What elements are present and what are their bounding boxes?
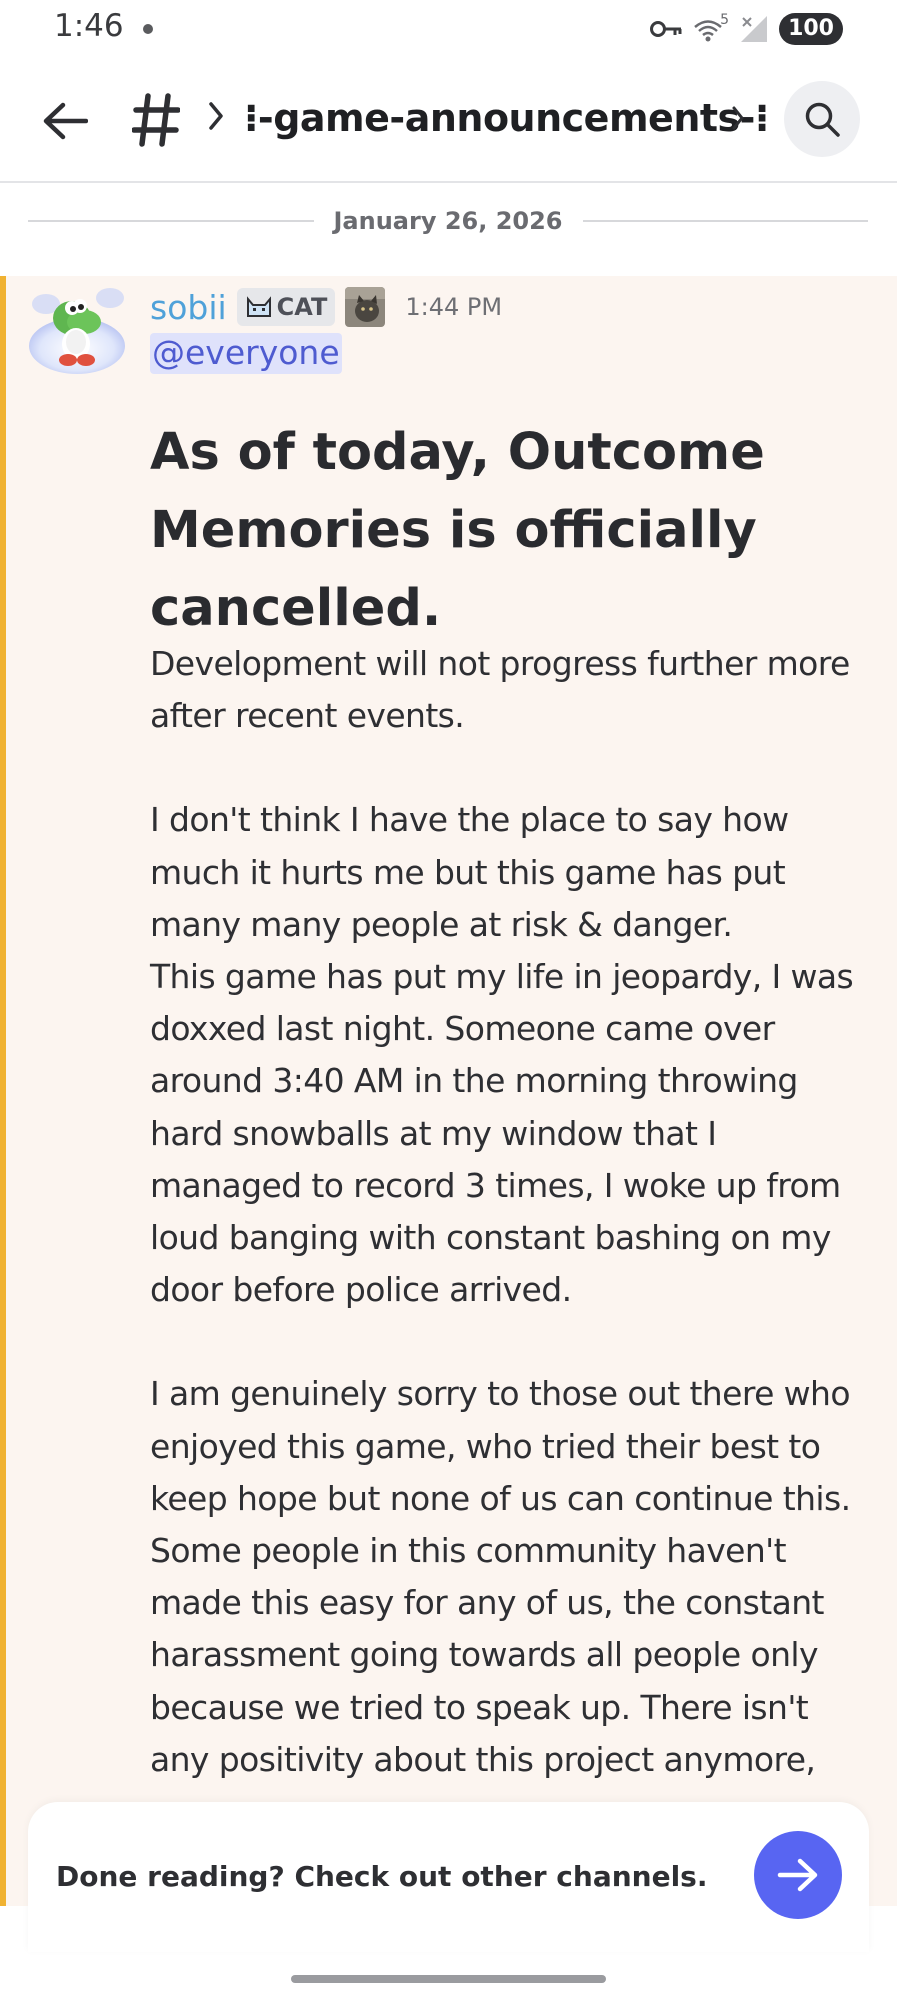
next-channel-button[interactable] <box>754 1831 842 1919</box>
message-paragraph: This game has put my life in jeopardy, I was doxxed last night. Someone came over around 3:40 AM in the morning throwing hard snowballs at my window that I managed to record 3 times, I woke up from loud banging with constant bashing on my door before police arrived. <box>150 957 854 1310</box>
message-paragraph: Development will not progress further more after recent events. <box>150 644 850 736</box>
signal-icon <box>739 14 769 44</box>
channel-header <box>0 58 897 183</box>
battery-indicator: 100 <box>779 13 843 45</box>
profile-badge-image[interactable] <box>345 287 385 327</box>
cat-icon <box>245 294 273 320</box>
search-button[interactable] <box>784 81 860 157</box>
done-reading-prompt <box>28 1802 869 1952</box>
avatar[interactable] <box>26 276 128 376</box>
date-divider <box>28 200 868 242</box>
network-type-label: 5 <box>720 12 730 28</box>
status-time: 1:46 <box>54 8 124 44</box>
yoshi-avatar-icon <box>26 276 128 376</box>
cat-photo-icon <box>345 287 385 327</box>
chevron-right-icon <box>205 94 227 138</box>
message-body <box>150 638 870 1786</box>
chevron-right-icon[interactable] <box>728 98 748 138</box>
date-label: January 26, 2026 <box>333 207 563 235</box>
message-timestamp: 1:44 PM <box>405 293 503 321</box>
everyone-mention[interactable]: @everyone <box>152 333 340 372</box>
notification-dot-icon <box>143 24 153 34</box>
search-icon <box>803 100 841 138</box>
home-indicator[interactable] <box>291 1975 606 1983</box>
message[interactable] <box>0 276 897 1906</box>
status-icons <box>649 12 843 46</box>
hash-icon <box>132 92 180 148</box>
message-heading: As of today, Outcome Memories is officially cancelled. <box>150 423 765 638</box>
status-bar <box>0 0 897 58</box>
message-paragraph: I am genuinely sorry to those out there who enjoyed this game, who tried their best to keep hope but none of us can continue this. <box>150 1374 851 1518</box>
wifi-icon <box>693 14 729 44</box>
key-icon <box>649 19 683 39</box>
message-paragraph: Some people in this community haven't made this easy for any of us, the constant harassment going towards all people only because we tried to speak up. There isn't any positivity about this project anymore, <box>150 1531 824 1779</box>
server-tag-label: CAT <box>276 293 328 321</box>
divider-line <box>583 220 869 222</box>
message-header <box>150 285 502 329</box>
author-name[interactable]: sobii <box>150 287 227 327</box>
mention-highlight-bar <box>0 276 6 1906</box>
arrow-right-icon <box>777 1857 819 1893</box>
back-button[interactable] <box>38 94 92 148</box>
done-reading-text: Done reading? Check out other channels. <box>56 1860 708 1893</box>
channel-name[interactable]: ⁝-game-announcements-⁝ <box>244 96 769 140</box>
message-paragraph: I don't think I have the place to say how much it hurts me but this game has put many many people at risk & danger. <box>150 800 789 944</box>
arrow-left-icon <box>42 101 88 141</box>
divider-line <box>28 220 314 222</box>
server-tag[interactable] <box>237 288 336 326</box>
